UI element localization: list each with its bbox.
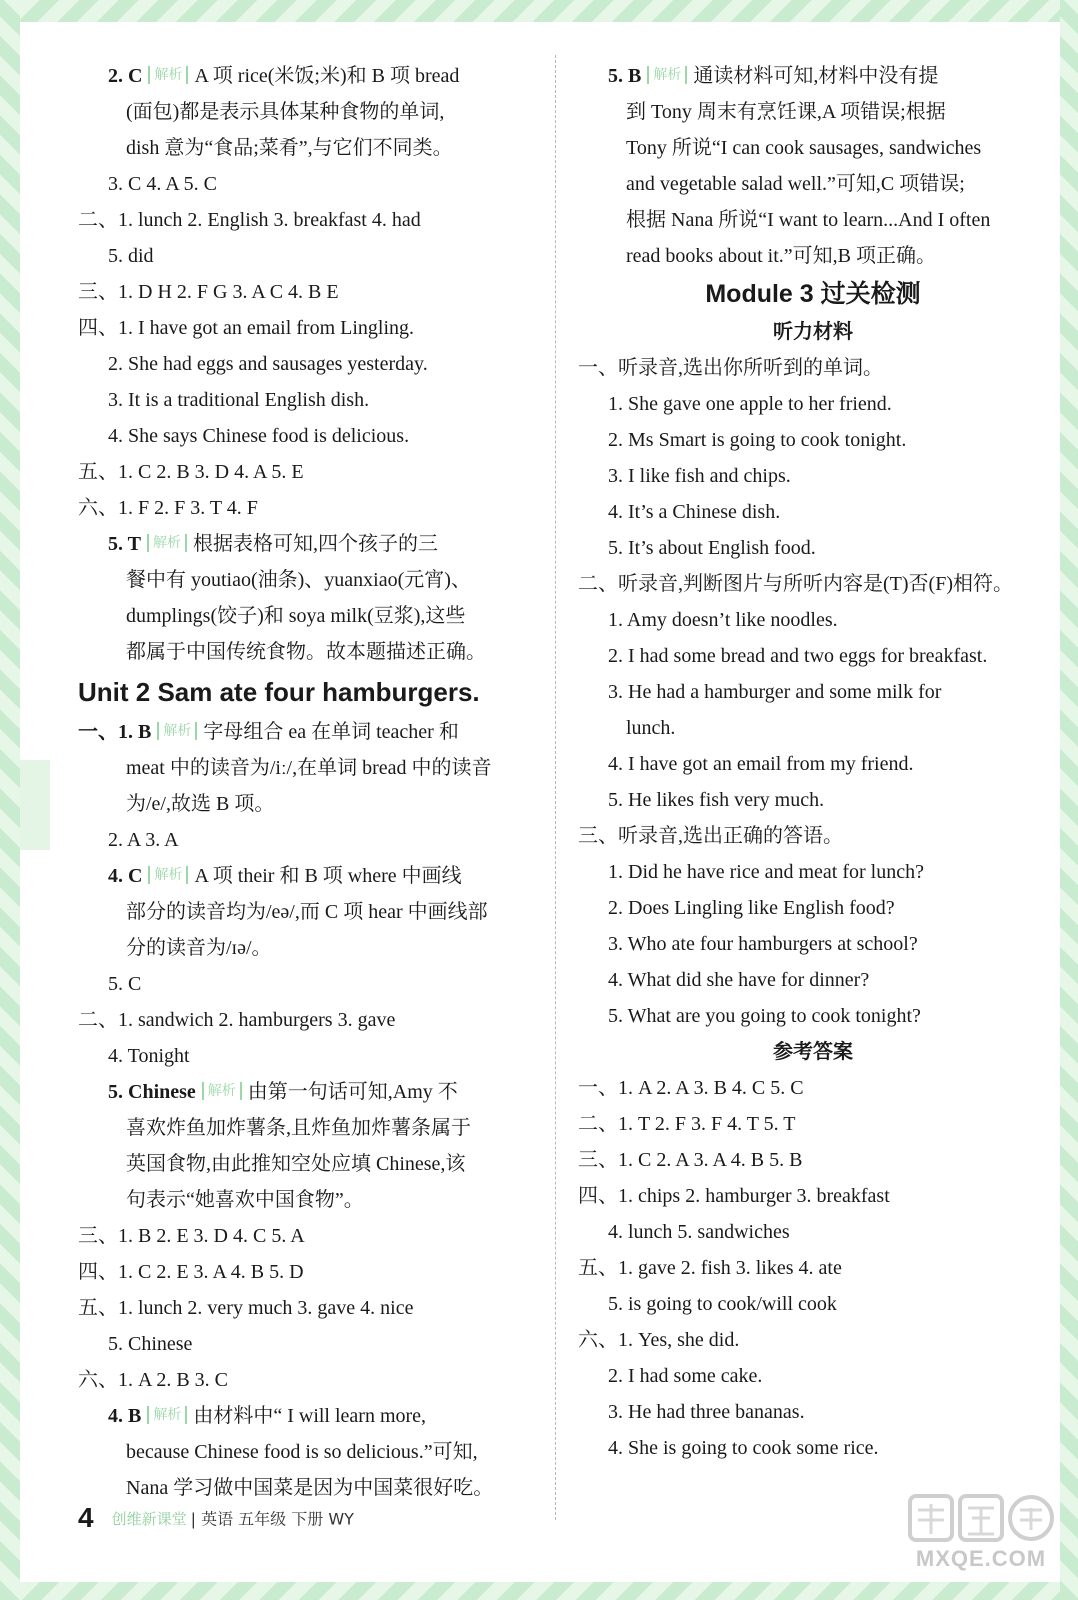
answer-line: and vegetable salad well.”可知,C 项错误; <box>626 173 965 195</box>
answer-line: 4. C 解析 A 项 their 和 B 项 where 中画线 <box>108 865 462 887</box>
script-line: 4. I have got an email from my friend. <box>608 753 914 775</box>
column-divider <box>555 55 556 1520</box>
script-line: 2. Does Lingling like English food? <box>608 897 895 919</box>
script-line: 1. Amy doesn’t like noodles. <box>608 609 838 631</box>
section-heading: 一、听录音,选出你所听到的单词。 <box>578 357 883 379</box>
answer-line: 二、1. T 2. F 3. F 4. T 5. T <box>578 1113 796 1135</box>
analysis-tag: 解析 <box>157 722 197 740</box>
answer-line: 2. A 3. A <box>108 829 179 851</box>
answer-line: 五、1. gave 2. fish 3. likes 4. ate <box>578 1257 842 1279</box>
answer-line: 5. Chinese 解析 由第一句话可知,Amy 不 <box>108 1081 458 1103</box>
answer-line: 三、1. C 2. A 3. A 4. B 5. B <box>578 1149 803 1171</box>
answer-line: 六、1. Yes, she did. <box>578 1329 740 1351</box>
answer-line: 5. Chinese <box>108 1333 193 1355</box>
analysis-tag: 解析 <box>202 1082 242 1100</box>
side-tab <box>20 760 50 850</box>
answer-line: Tony 所说“I can cook sausages, sandwiches <box>626 137 982 159</box>
script-line: 5. It’s about English food. <box>608 537 816 559</box>
script-line: 5. What are you going to cook tonight? <box>608 1005 921 1027</box>
answer-line: 5. is going to cook/will cook <box>608 1293 837 1315</box>
answer-line: 4. Tonight <box>108 1045 190 1067</box>
decorative-border-left <box>0 0 20 1600</box>
analysis-tag: 解析 <box>647 66 687 84</box>
page-number: 4 <box>78 1502 94 1533</box>
answer-line: 5. B 解析 通读材料可知,材料中没有提 <box>608 65 939 87</box>
answer-line: 4. lunch 5. sandwiches <box>608 1221 790 1243</box>
answer-line: 为/e/,故选 B 项。 <box>126 793 275 815</box>
answer-line: 都属于中国传统食物。故本题描述正确。 <box>126 641 486 663</box>
answer-line: meat 中的读音为/iː/,在单词 bread 中的读音 <box>126 757 492 779</box>
answer-line: 3. C 4. A 5. C <box>108 173 217 195</box>
answer-line: 句表示“她喜欢中国食物”。 <box>126 1189 364 1211</box>
book-info: | 英语 五年级 下册 WY <box>190 1509 354 1529</box>
analysis-tag: 解析 <box>148 66 188 84</box>
module-title: Module 3 过关检测 <box>705 280 921 308</box>
script-line: 4. What did she have for dinner? <box>608 969 870 991</box>
analysis-tag: 解析 <box>148 866 188 884</box>
answer-line: 5. did <box>108 245 154 267</box>
watermark <box>906 1490 1056 1580</box>
right-column <box>578 58 1048 1466</box>
answer-line: 三、1. D H 2. F G 3. A C 4. B E <box>78 281 339 303</box>
answer-line: 2. I had some cake. <box>608 1365 763 1387</box>
answer-line: 二、1. lunch 2. English 3. breakfast 4. had <box>78 209 421 231</box>
answer-line: 到 Tony 周末有烹饪课,A 项错误;根据 <box>626 101 946 123</box>
answer-line: 六、1. A 2. B 3. C <box>78 1369 229 1391</box>
decorative-border-bottom <box>0 1582 1078 1600</box>
answer-line: 3. It is a traditional English dish. <box>108 389 370 411</box>
answer-line: 2. C 解析 A 项 rice(米饭;米)和 B 项 bread <box>108 65 460 87</box>
answer-line: 根据 Nana 所说“I want to learn...And I often <box>626 209 991 231</box>
answer-line: 4. B 解析 由材料中“ I will learn more, <box>108 1405 427 1427</box>
answer-line: 4. She says Chinese food is delicious. <box>108 425 410 447</box>
answer-line: 餐中有 youtiao(油条)、yuanxiao(元宵)、 <box>126 569 471 591</box>
script-line: 5. He likes fish very much. <box>608 789 825 811</box>
answer-line: 六、1. F 2. F 3. T 4. F <box>78 497 258 519</box>
script-line: 1. She gave one apple to her friend. <box>608 393 892 415</box>
script-line: 3. I like fish and chips. <box>608 465 791 487</box>
script-line: 3. He had a hamburger and some milk for <box>608 681 942 703</box>
answers-section-title: 参考答案 <box>773 1041 853 1063</box>
answer-line: 三、1. B 2. E 3. D 4. C 5. A <box>78 1225 305 1247</box>
script-line: 1. Did he have rice and meat for lunch? <box>608 861 924 883</box>
script-line: 3. Who ate four hamburgers at school? <box>608 933 918 955</box>
analysis-tag: 解析 <box>147 534 187 552</box>
brand-logo: 创维新课堂 <box>111 1509 187 1528</box>
answer-line: 四、1. I have got an email from Lingling. <box>78 317 415 339</box>
answer-line: 五、1. lunch 2. very much 3. gave 4. nice <box>78 1297 414 1319</box>
answer-line: 四、1. C 2. E 3. A 4. B 5. D <box>78 1261 304 1283</box>
unit-title: Unit 2 Sam ate four hamburgers. <box>78 677 480 707</box>
answer-line: 喜欢炸鱼加炸薯条,且炸鱼加炸薯条属于 <box>126 1117 471 1139</box>
answer-line: 四、1. chips 2. hamburger 3. breakfast <box>578 1185 890 1207</box>
script-line: 4. It’s a Chinese dish. <box>608 501 781 523</box>
decorative-border-right <box>1060 0 1078 1600</box>
page-footer <box>78 1502 354 1542</box>
script-line: lunch. <box>626 717 676 739</box>
answer-line: 部分的读音均为/eə/,而 C 项 hear 中画线部 <box>126 901 488 923</box>
section-heading: 三、听录音,选出正确的答语。 <box>578 825 843 847</box>
answer-line: 二、1. sandwich 2. hamburgers 3. gave <box>78 1009 396 1031</box>
answer-line: 4. She is going to cook some rice. <box>608 1437 879 1459</box>
watermark-url: MXQE.COM <box>915 1546 1047 1571</box>
answer-line: 英国食物,由此推知空处应填 Chinese,该 <box>126 1153 466 1175</box>
left-column <box>78 58 538 1506</box>
answer-line: dumplings(饺子)和 soya milk(豆浆),这些 <box>126 605 466 627</box>
answer-line: dish 意为“食品;菜肴”,与它们不同类。 <box>126 137 453 159</box>
section-heading: 二、听录音,判断图片与所听内容是(T)否(F)相符。 <box>578 573 1013 595</box>
answer-line: 一、1. A 2. A 3. B 4. C 5. C <box>578 1077 804 1099</box>
listening-section-title: 听力材料 <box>773 321 853 343</box>
answer-line: 3. He had three bananas. <box>608 1401 805 1423</box>
answer-line: 5. C <box>108 973 142 995</box>
analysis-tag: 解析 <box>147 1406 187 1424</box>
answer-line: read books about it.”可知,B 项正确。 <box>626 245 936 267</box>
answer-line: 分的读音为/ɪə/。 <box>126 937 272 959</box>
script-line: 2. I had some bread and two eggs for breakfast. <box>608 645 988 667</box>
answer-line: 五、1. C 2. B 3. D 4. A 5. E <box>78 461 304 483</box>
answer-line: 5. T 解析 根据表格可知,四个孩子的三 <box>108 533 438 555</box>
answer-line: 2. She had eggs and sausages yesterday. <box>108 353 428 375</box>
decorative-border-top <box>0 0 1078 22</box>
answer-line: 一、1. B 解析 字母组合 ea 在单词 teacher 和 <box>78 721 459 743</box>
answer-line: because Chinese food is so delicious.”可知, <box>126 1441 478 1463</box>
answer-line: Nana 学习做中国菜是因为中国菜很好吃。 <box>126 1477 494 1499</box>
answer-line: (面包)都是表示具体某种食物的单词, <box>126 101 445 123</box>
script-line: 2. Ms Smart is going to cook tonight. <box>608 429 907 451</box>
watermark-logo-icon <box>906 1490 1056 1546</box>
